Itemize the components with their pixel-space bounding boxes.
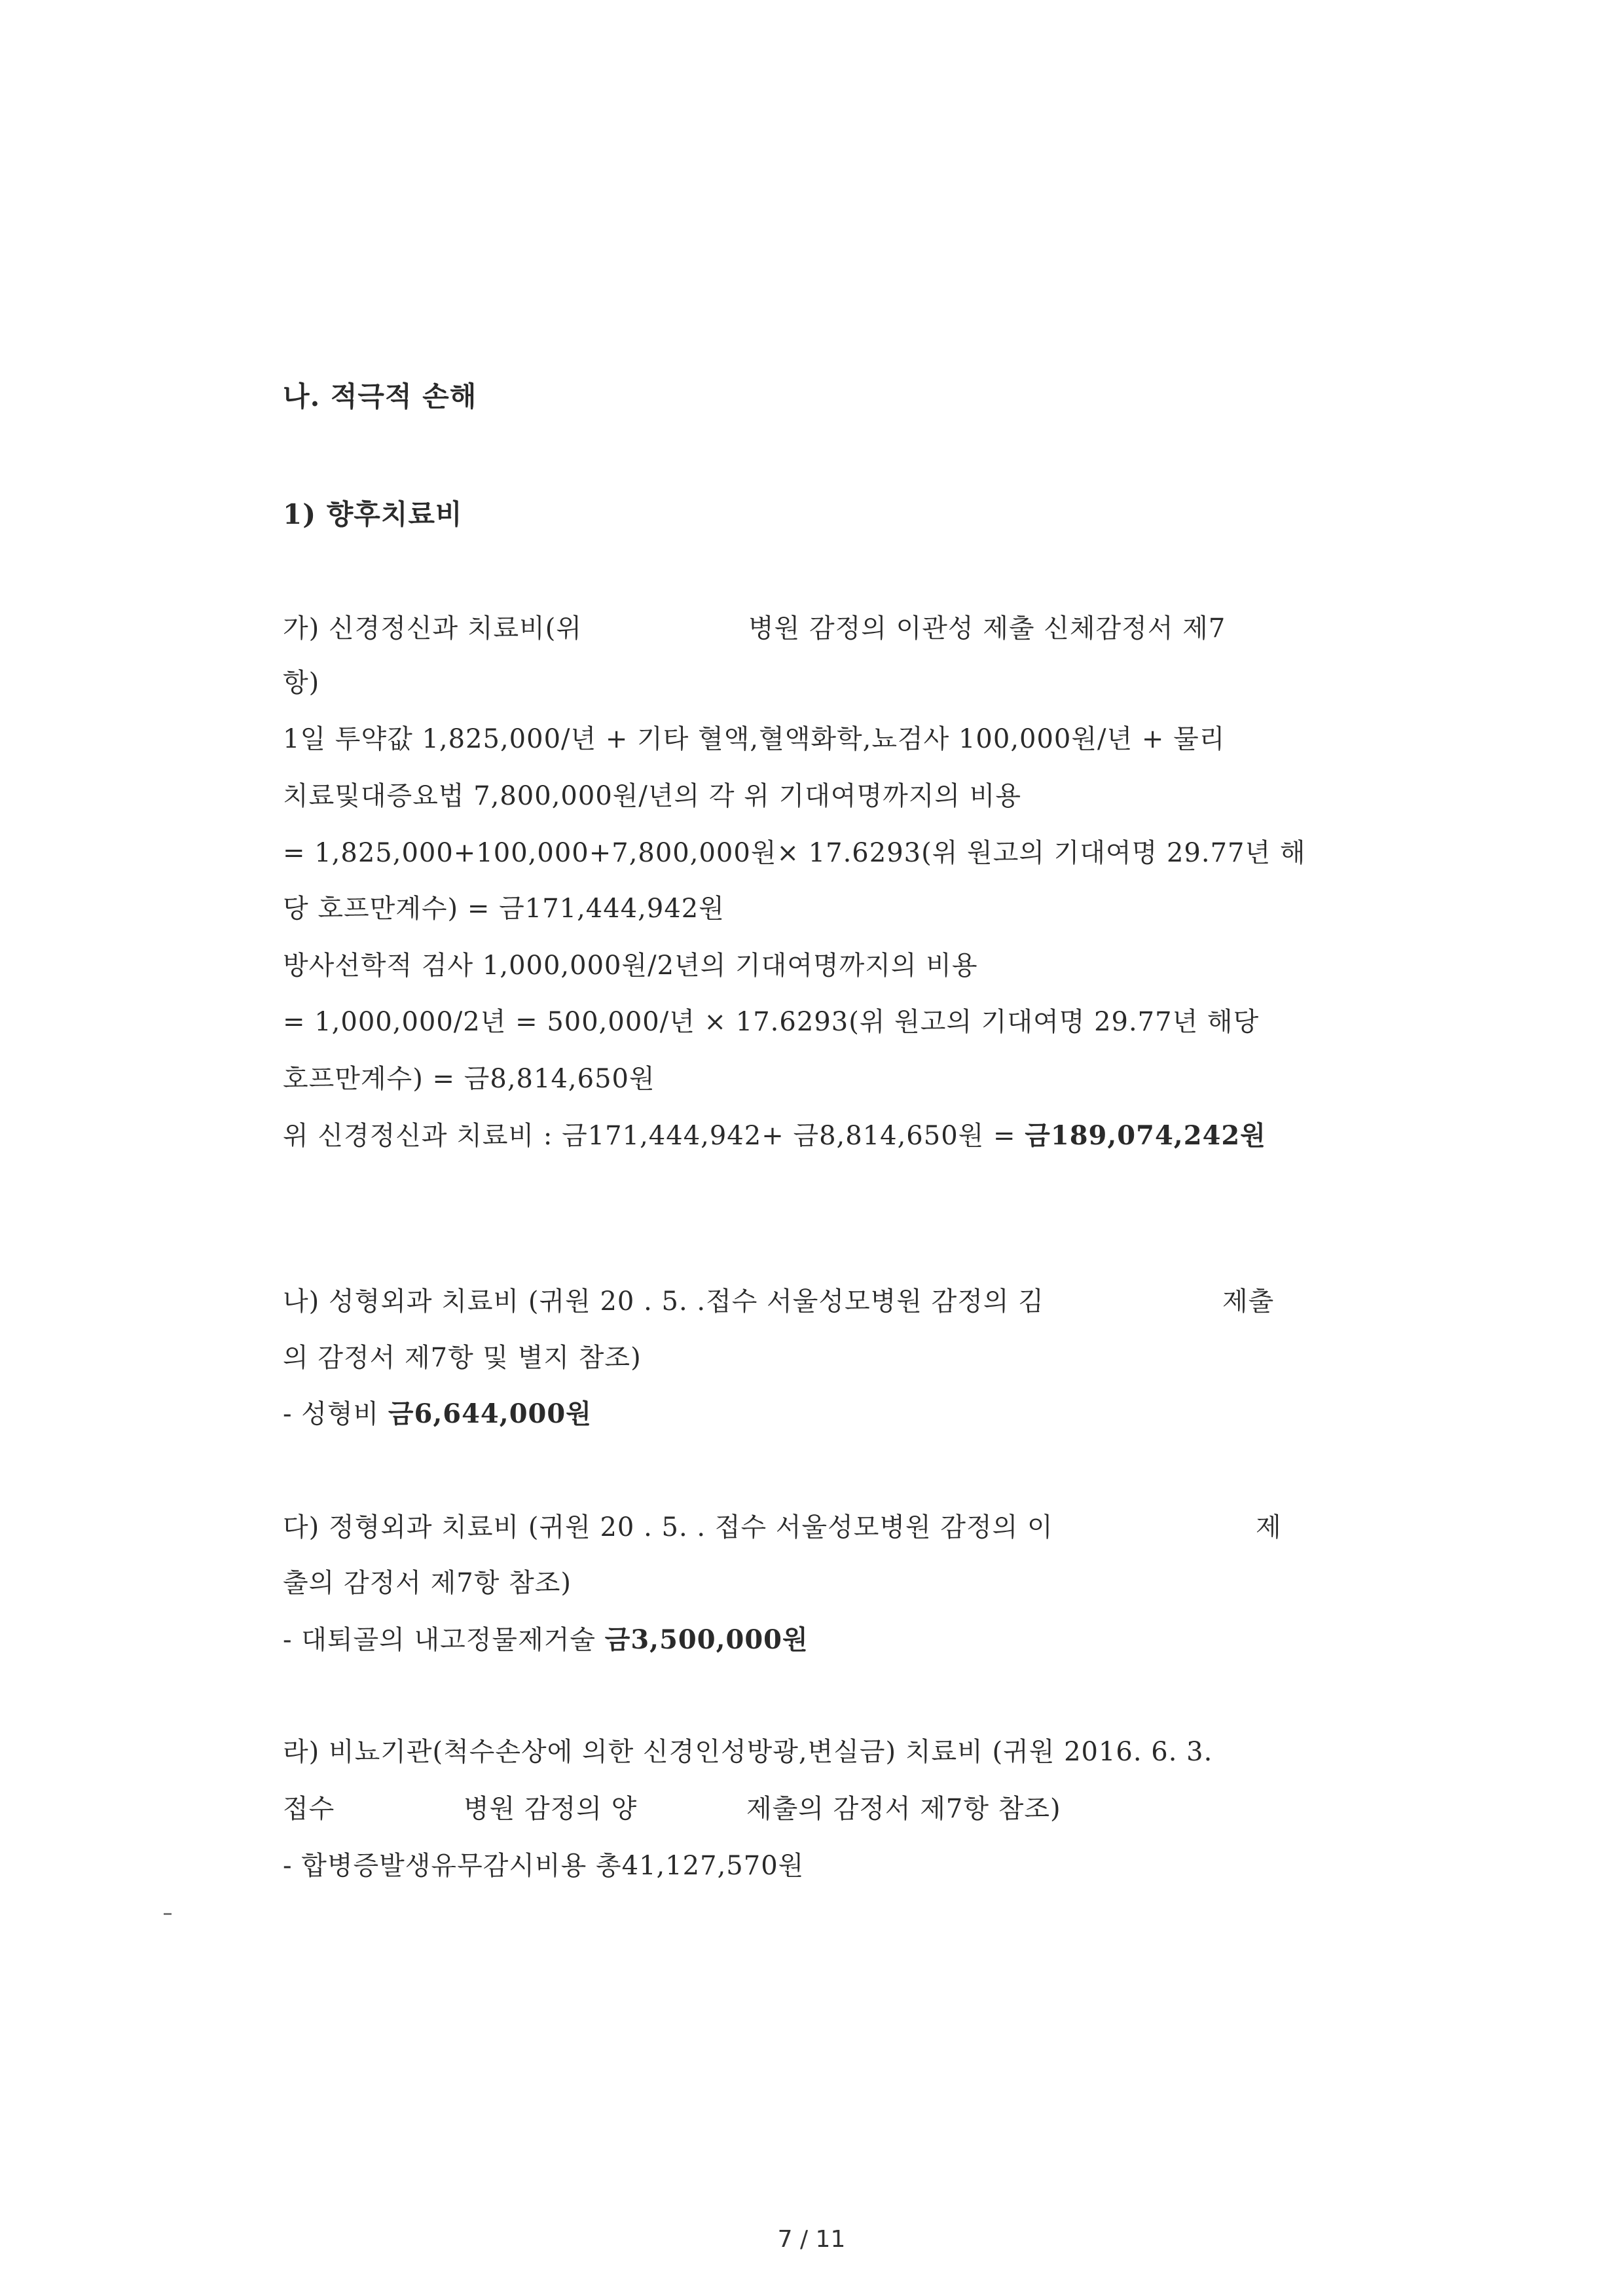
item-na-amount: 금6,644,000원 (388, 1398, 592, 1429)
item-ga-line-10 (283, 1118, 1266, 1154)
item-ra-line-1: 라) 비뇨기관(척수손상에 의한 신경인성방광,변실금) 치료비 (귀원 2016. 6. 3. (283, 1737, 1213, 1767)
item-ra-line-2-a: 접수 (283, 1794, 335, 1824)
item-na-line-1: 나) 성형외과 치료비 (귀원 20 . 5. .접수 서울성모병원 감정의 김 (283, 1286, 1044, 1317)
page-number: 7 / 11 (777, 2226, 846, 2253)
item-da-line-1: 다) 정형외과 치료비 (귀원 20 . 5. . 접수 서울성모병원 감정의 이 (283, 1512, 1053, 1542)
item-na-line-2: 의 감정서 제7항 및 별지 참조) (283, 1343, 642, 1373)
item-ga-line-7: 방사선학적 검사 1,000,000원/2년의 기대여명까지의 비용 (283, 951, 978, 981)
item-ra-line-2-c: 제출의 감정서 제7항 참조) (746, 1794, 1061, 1824)
item-ga-line-3: 1일 투약값 1,825,000/년 + 기타 혈액,혈액화학,뇨검사 100,000원/년 + 물리 (283, 724, 1226, 754)
item-da-label: - 대퇴골의 내고정물제거술 (283, 1625, 605, 1655)
subsection-heading: 1) 향후치료비 (283, 498, 463, 530)
item-na-label: - 성형비 (283, 1399, 388, 1429)
item-ga-title: 가) 신경정신과 치료비(위 (283, 613, 583, 644)
item-ga-line-9: 호프만계수) = 금8,814,650원 (283, 1064, 655, 1094)
item-da-line-2: 출의 감정서 제7항 참조) (283, 1568, 572, 1598)
item-ga-summary: 위 신경정신과 치료비 : 금171,444,942+ 금8,814,650원 = (283, 1121, 1025, 1151)
item-ra-line-2-b: 병원 감정의 양 (464, 1794, 638, 1824)
item-da-line-1-right: 제 (1256, 1512, 1282, 1542)
item-ga-line-4: 치료및대증요법 7,800,000원/년의 각 위 기대여명까지의 비용 (283, 781, 1022, 811)
item-na-line-3 (283, 1396, 592, 1432)
item-ga-line-1 (283, 610, 582, 647)
item-ga-line-8: = 1,000,000/2년 = 500,000/년 × 17.6293(위 원고의 기대여명 29.77년 해당 (283, 1007, 1260, 1037)
item-ga-line-6: 당 호프만계수) = 금171,444,942원 (283, 894, 725, 924)
item-ga-line-1-right: 병원 감정의 이관성 제출 신체감정서 제7 (748, 613, 1226, 644)
item-na-line-1-right: 제출 (1222, 1286, 1275, 1317)
scan-mark (164, 1913, 172, 1915)
item-ga-line-5: = 1,825,000+100,000+7,800,000원× 17.6293(위 원고의 기대여명 29.77년 해 (283, 838, 1306, 868)
item-da-line-3 (283, 1622, 809, 1658)
section-heading: 나. 적극적 손해 (283, 380, 477, 412)
item-da-amount: 금3,500,000원 (604, 1624, 809, 1655)
item-ga-total: 금189,074,242원 (1025, 1120, 1266, 1151)
item-ra-line-3: - 합병증발생유무감시비용 총41,127,570원 (283, 1851, 805, 1881)
item-ga-line-2: 항) (283, 668, 320, 698)
